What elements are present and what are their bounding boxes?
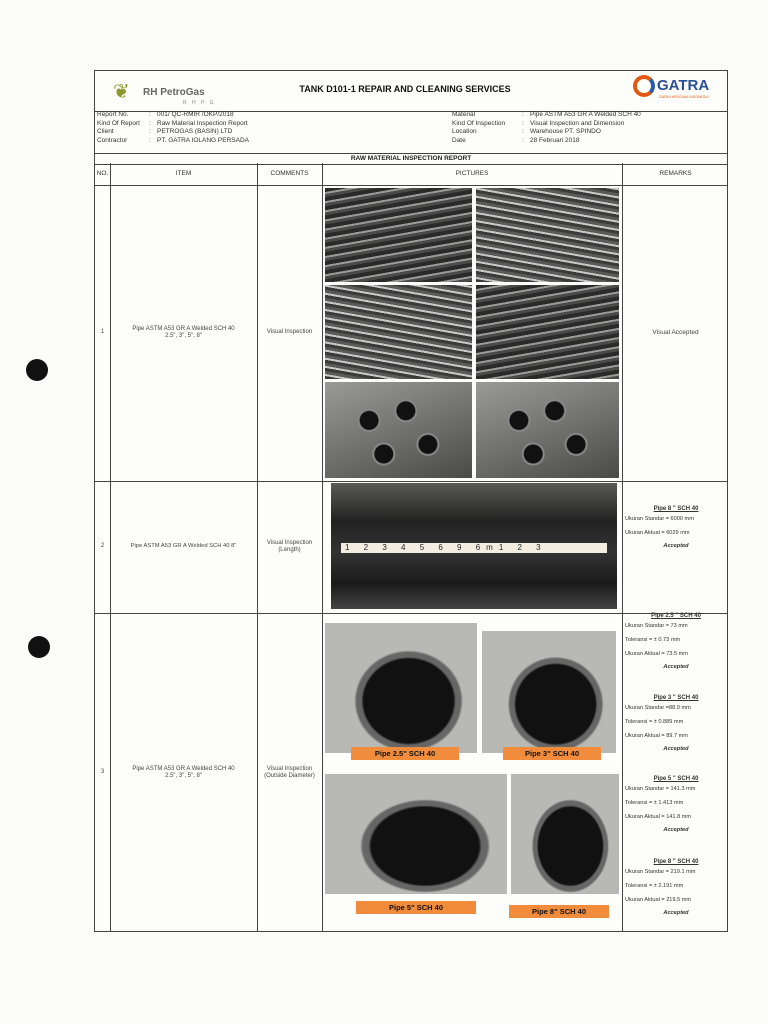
pipe-stack-photo bbox=[325, 285, 472, 379]
row-comment: Visual Inspection (Outside Diameter) bbox=[264, 765, 315, 779]
gatra-g-icon bbox=[633, 75, 655, 97]
pipe-stack-photo bbox=[476, 188, 619, 282]
info-right: Material : Pipe ASTM A53 GR A Welded SCH 40 Kind Of Inspection : Visual Inspection and Dimension Location : Warehouse PT. SPINDO Date : 28 Februari 2018 bbox=[452, 111, 641, 144]
pipe-diameter-photo bbox=[511, 774, 619, 894]
measuring-tape: 1 2 3 4 5 6 9 6m1 2 3 bbox=[341, 543, 607, 553]
row-comment: Visual Inspection bbox=[266, 329, 313, 336]
row-number: 3 bbox=[100, 769, 105, 776]
pipe-diameter-photo bbox=[325, 623, 477, 753]
row-remark-block: Pipe 8 " SCH 40 Ukuran Standar = 219.1 mm Toleransi = ± 2.191 mm Ukuran Aktual = 219.5 mm Accepted bbox=[625, 859, 699, 916]
row-comment: Visual Inspection (Length) bbox=[266, 539, 313, 553]
pipe-ends-photo bbox=[476, 382, 619, 478]
photo-caption: Pipe 8" SCH 40 bbox=[509, 905, 609, 918]
report-title: TANK D101-1 REPAIR AND CLEANING SERVICES bbox=[299, 84, 511, 94]
pipe-diameter-photo bbox=[325, 774, 507, 894]
row-remark-block: Pipe 5 " SCH 40 Ukuran Standar = 141.3 mm Toleransi = ± 1.413 mm Ukuran Aktual = 141.8 mm Accepted bbox=[625, 776, 699, 833]
leaf-icon: ❦ bbox=[113, 81, 130, 103]
inspection-report-page bbox=[94, 70, 728, 932]
pipe-stack-photo bbox=[476, 285, 619, 379]
row-number: 2 bbox=[100, 543, 105, 550]
pipe-diameter-photo bbox=[482, 631, 616, 753]
col-header-item: ITEM bbox=[175, 170, 192, 177]
row-remark-block: Pipe 3 " SCH 40 Ukuran Standar =88.9 mm Toleransi = ± 0.889 mm Ukuran Aktual = 89.7 mm Accepted bbox=[625, 695, 699, 752]
punch-hole-bottom bbox=[28, 636, 50, 658]
row-remark-block: Pipe 2.5 " SCH 40 Ukuran Standar = 73 mm Toleransi = ± 0.73 mm Ukuran Aktual = 73.5 mm Accepted bbox=[625, 613, 701, 670]
photo-caption: Pipe 5" SCH 40 bbox=[356, 901, 476, 914]
col-header-remarks: REMARKS bbox=[659, 170, 692, 177]
pipe-length-photo bbox=[331, 483, 617, 609]
photo-caption: Pipe 3" SCH 40 bbox=[503, 747, 601, 760]
col-header-no: NO. bbox=[96, 170, 109, 177]
row-number: 1 bbox=[100, 329, 105, 336]
row-item: Pipe ASTM A53 GR A Welded SCH 40 2.5", 3", 5", 8" bbox=[132, 765, 235, 779]
row-item: Pipe ASTM A53 GR A Welded SCH 40 8" bbox=[130, 543, 237, 550]
gatra-logo: GATRA GATRA KENCANA INDONESIA bbox=[633, 75, 723, 107]
punch-hole-top bbox=[26, 359, 48, 381]
pipe-stack-photo bbox=[325, 188, 472, 282]
col-header-pictures: PICTURES bbox=[455, 170, 489, 177]
info-left: Report No. : 001/ QC-RMIR /OKP/2018 Kind Of Report : Raw Material Inspection Report Client : PETROGAS (BASIN) LTD Contractor : PT. GATRA IOLANG PERSADA bbox=[97, 111, 249, 144]
col-header-comments: COMMENTS bbox=[270, 170, 309, 177]
photo-caption: Pipe 2.5" SCH 40 bbox=[351, 747, 459, 760]
pipe-ends-photo bbox=[325, 382, 472, 478]
report-header bbox=[95, 71, 727, 112]
row-remark-block: Pipe 8 " SCH 40 Ukuran Standar = 6000 mm Ukuran Aktual = 6029 mm Accepted bbox=[625, 506, 699, 549]
row-remark: Visual Accepted bbox=[652, 329, 699, 337]
col-divider bbox=[322, 163, 323, 931]
row-item: Pipe ASTM A53 GR A Welded SCH 40 2.5", 3", 5", 8" bbox=[132, 325, 235, 339]
section-title: RAW MATERIAL INSPECTION REPORT bbox=[95, 153, 727, 165]
petrogas-logo: ❦ RH PetroGas R H P G bbox=[113, 81, 216, 106]
